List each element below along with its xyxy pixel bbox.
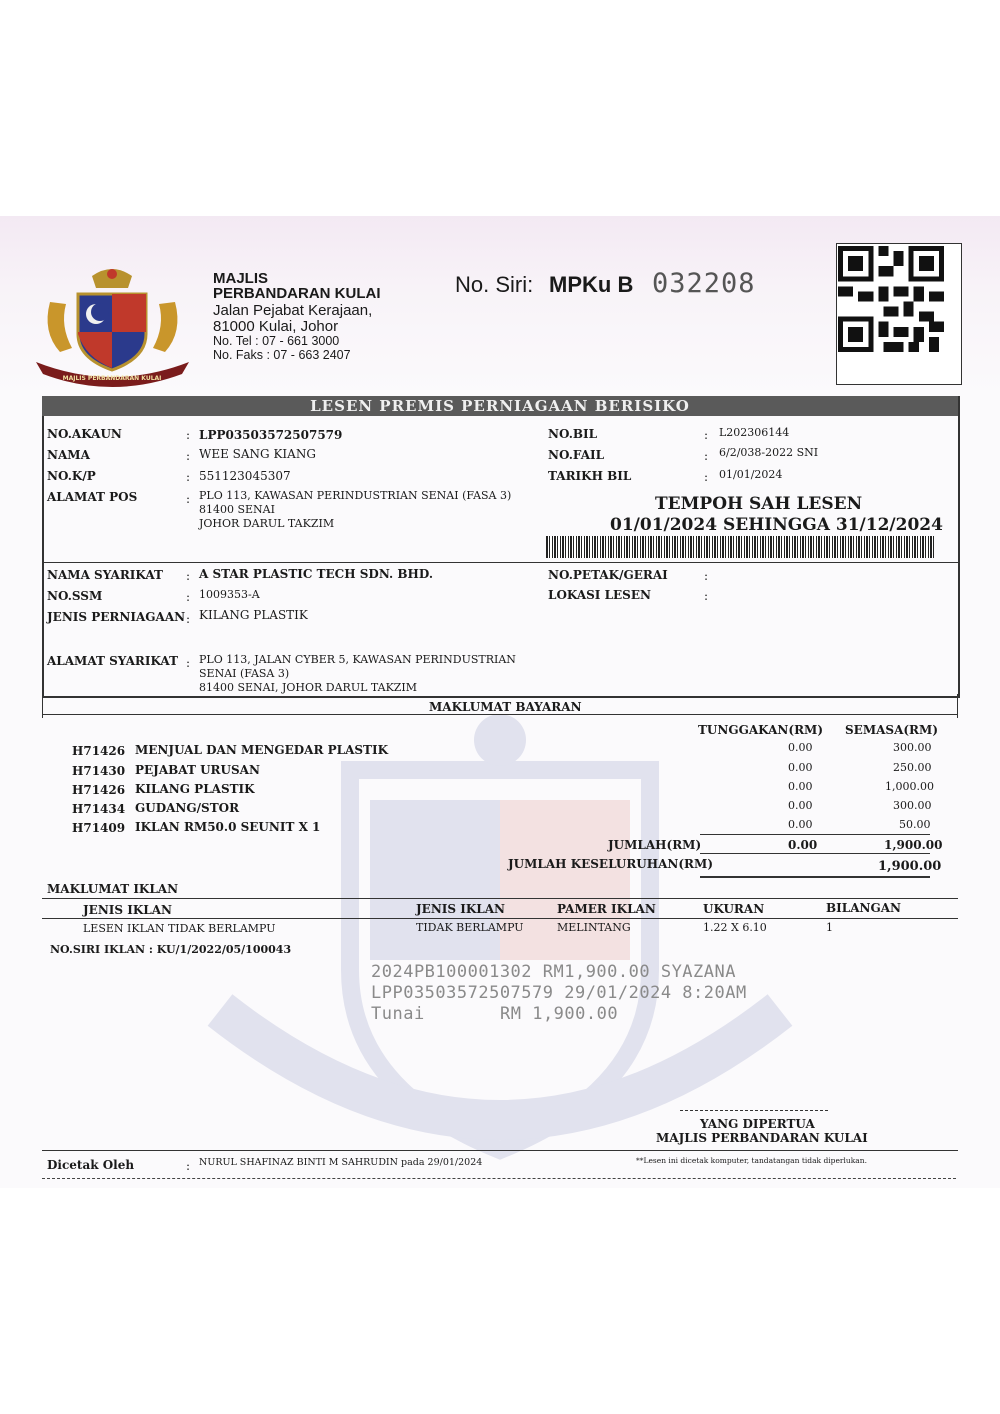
advert-header-jenis-2: JENIS IKLAN xyxy=(416,902,506,916)
divider xyxy=(42,898,958,899)
advert-serial: NO.SIRI IKLAN : KU/1/2022/05/100043 xyxy=(50,943,292,956)
subtotal-line xyxy=(700,834,930,835)
item-code: H71430 xyxy=(72,764,126,778)
receipt-stamp-method: Tunai xyxy=(371,1004,425,1024)
crest-banner-text: MAJLIS PERBANDARAN KULAI xyxy=(62,375,162,382)
advert-title: MAKLUMAT IKLAN xyxy=(47,882,179,896)
jumlah-arrears: 0.00 xyxy=(788,838,818,852)
jumlah-label: JUMLAH(RM) xyxy=(608,838,702,852)
item-current: 300.00 xyxy=(893,799,932,812)
item-arrears: 0.00 xyxy=(788,761,813,774)
receipt-stamp-amount: RM 1,900.00 xyxy=(500,1004,619,1024)
barcode-icon xyxy=(546,536,934,558)
value-no-fail: 6/2/038-2022 SNI xyxy=(719,446,819,459)
printed-by-label: Dicetak Oleh xyxy=(47,1158,135,1172)
item-desc: IKLAN RM50.0 SEUNIT X 1 xyxy=(135,820,321,834)
colon: : xyxy=(186,492,191,506)
value-alamat-pos-2: 81400 SENAI xyxy=(199,503,275,516)
value-nokp: 551123045307 xyxy=(199,469,291,483)
advert-header-ukuran: UKURAN xyxy=(703,902,765,916)
value-alamat-pos-1: PLO 113, KAWASAN PERINDUSTRIAN SENAI (FASA 3) xyxy=(199,489,512,502)
value-nama-syarikat: A STAR PLASTIC TECH SDN. BHD. xyxy=(199,567,434,581)
divider xyxy=(42,694,43,718)
item-code: H71409 xyxy=(72,821,126,835)
colon: : xyxy=(186,569,191,583)
advert-header-pamer: PAMER IKLAN xyxy=(557,902,656,916)
value-nama: WEE SANG KIANG xyxy=(199,447,316,461)
item-code: H71426 xyxy=(72,744,126,758)
value-jenis-perniagaan: KILANG PLASTIK xyxy=(199,608,308,622)
receipt-stamp-line2: LPP03503572507579 29/01/2024 8:20AM xyxy=(371,983,747,1003)
divider xyxy=(42,714,958,715)
label-no-fail: NO.FAIL xyxy=(548,448,605,462)
serial-label: No. Siri: xyxy=(455,272,534,297)
item-desc: GUDANG/STOR xyxy=(135,801,240,815)
label-no-akaun: NO.AKAUN xyxy=(47,427,122,441)
advert-header-jenis: JENIS IKLAN xyxy=(83,903,173,917)
item-desc: PEJABAT URUSAN xyxy=(135,763,260,777)
footer-dashed-line xyxy=(42,1178,956,1179)
item-code: H71434 xyxy=(72,802,126,816)
label-no-ssm: NO.SSM xyxy=(47,589,103,603)
label-no-bil: NO.BIL xyxy=(548,427,598,441)
col-current-header: SEMASA(RM) xyxy=(845,723,938,737)
colon: : xyxy=(186,470,191,484)
advert-row-bilangan: 1 xyxy=(826,921,833,934)
payment-title: MAKLUMAT BAYARAN xyxy=(429,700,582,714)
serial-prefix: MPKu B xyxy=(549,272,634,297)
label-nokp: NO.K/P xyxy=(47,469,96,483)
signature-line xyxy=(680,1110,828,1111)
colon: : xyxy=(704,470,709,484)
advert-header-bilangan: BILANGAN xyxy=(826,901,901,915)
validity-period: 01/01/2024 SEHINGGA 31/12/2024 xyxy=(610,515,943,535)
issuer-address-1: Jalan Pejabat Kerajaan, xyxy=(213,302,373,319)
col-arrears-header: TUNGGAKAN(RM) xyxy=(698,723,824,737)
colon: : xyxy=(704,428,709,442)
colon: : xyxy=(186,590,191,604)
item-arrears: 0.00 xyxy=(788,818,813,831)
total-underline xyxy=(700,876,930,878)
divider xyxy=(42,1150,958,1151)
value-alamat-syarikat-1: PLO 113, JALAN CYBER 5, KAWASAN PERINDUSTRIAN xyxy=(199,653,516,666)
value-no-ssm: 1009353-A xyxy=(199,588,260,601)
printed-by-value: NURUL SHAFINAZ BINTI M SAHRUDIN pada 29/01/2024 xyxy=(199,1157,483,1168)
issuer-name-2: PERBANDARAN KULAI xyxy=(213,285,381,302)
item-desc: MENJUAL DAN MENGEDAR PLASTIK xyxy=(135,743,389,757)
serial-number: 032208 xyxy=(652,268,756,299)
jumlah-current: 1,900.00 xyxy=(884,838,943,852)
item-code: H71426 xyxy=(72,783,126,797)
footer-note: **Lesen ini dicetak komputer, tandatangan tidak diperlukan. xyxy=(636,1156,867,1165)
divider xyxy=(957,694,958,718)
subtotal-line xyxy=(700,853,930,854)
label-nama-syarikat: NAMA SYARIKAT xyxy=(47,568,163,582)
issuer-fax: No. Faks : 07 - 663 2407 xyxy=(213,348,351,362)
label-jenis-perniagaan: JENIS PERNIAGAAN xyxy=(47,610,186,624)
advert-row-ukuran: 1.22 X 6.10 xyxy=(703,921,767,934)
value-alamat-syarikat-3: 81400 SENAI, JOHOR DARUL TAKZIM xyxy=(199,681,418,694)
council-crest-icon xyxy=(30,262,195,390)
colon: : xyxy=(186,1159,191,1173)
signature-org: MAJLIS PERBANDARAN KULAI xyxy=(656,1131,868,1145)
colon: : xyxy=(186,428,191,442)
colon: : xyxy=(186,612,191,626)
grand-total-label: JUMLAH KESELURUHAN(RM) xyxy=(508,857,713,871)
issuer-address-2: 81000 Kulai, Johor xyxy=(213,318,339,335)
divider xyxy=(42,918,958,919)
item-arrears: 0.00 xyxy=(788,799,813,812)
item-current: 50.00 xyxy=(899,818,931,831)
divider xyxy=(42,562,958,563)
label-nama: NAMA xyxy=(47,448,90,462)
item-desc: KILANG PLASTIK xyxy=(135,782,255,796)
value-no-akaun: LPP03503572507579 xyxy=(199,428,343,442)
colon: : xyxy=(186,449,191,463)
item-current: 250.00 xyxy=(893,761,932,774)
value-no-bil: L202306144 xyxy=(719,426,790,439)
item-current: 1,000.00 xyxy=(885,780,934,793)
signature-title: YANG DIPERTUA xyxy=(700,1117,815,1131)
label-alamat-syarikat: ALAMAT SYARIKAT xyxy=(47,654,178,668)
advert-row-pamer: MELINTANG xyxy=(557,921,631,934)
advert-row-jenis: LESEN IKLAN TIDAK BERLAMPU xyxy=(83,922,276,935)
value-alamat-pos-3: JOHOR DARUL TAKZIM xyxy=(199,517,335,530)
colon: : xyxy=(186,656,191,670)
colon: : xyxy=(704,569,709,583)
advert-row-jenis-2: TIDAK BERLAMPU xyxy=(416,921,524,934)
label-lokasi-lesen: LOKASI LESEN xyxy=(548,588,651,602)
colon: : xyxy=(704,449,709,463)
watermark-crest-icon xyxy=(200,710,800,1170)
qr-code-icon xyxy=(838,246,944,352)
value-alamat-syarikat-2: SENAI (FASA 3) xyxy=(199,667,290,680)
issuer-name-1: MAJLIS xyxy=(213,270,269,287)
colon: : xyxy=(704,589,709,603)
item-arrears: 0.00 xyxy=(788,780,813,793)
issuer-tel: No. Tel : 07 - 661 3000 xyxy=(213,334,340,348)
item-current: 300.00 xyxy=(893,741,932,754)
grand-total-value: 1,900.00 xyxy=(878,859,942,874)
receipt-stamp-line1: 2024PB100001302 RM1,900.00 SYAZANA xyxy=(371,962,736,982)
label-alamat-pos: ALAMAT POS xyxy=(47,490,138,504)
label-tarikh-bil: TARIKH BIL xyxy=(548,469,632,483)
label-no-petak: NO.PETAK/GERAI xyxy=(548,568,668,582)
validity-title: TEMPOH SAH LESEN xyxy=(655,494,863,514)
value-tarikh-bil: 01/01/2024 xyxy=(719,468,783,481)
item-arrears: 0.00 xyxy=(788,741,813,754)
license-title: LESEN PREMIS PERNIAGAAN BERISIKO xyxy=(42,396,958,416)
